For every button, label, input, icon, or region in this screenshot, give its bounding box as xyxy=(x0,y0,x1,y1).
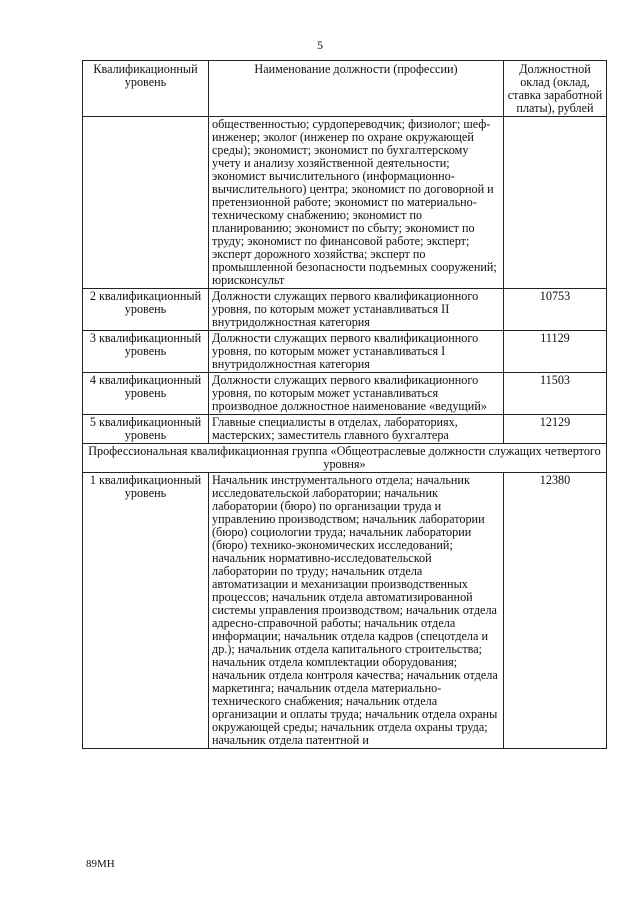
level-cell: 5 квалификационный уровень xyxy=(83,415,209,444)
salary-cell: 12129 xyxy=(504,415,607,444)
position-cell: Главные специалисты в отделах, лабораториях, мастерских; заместитель главного бухгалтера xyxy=(209,415,504,444)
table-row xyxy=(83,473,607,749)
table-row xyxy=(83,373,607,415)
salary-cell: 10753 xyxy=(504,289,607,331)
level-cell: 4 квалификационный уровень xyxy=(83,373,209,415)
position-cell: общественностью; сурдопереводчик; физиолог; шеф-инженер; эколог (инженер по охране окружающей среды); экономист; экономист по бухгалтерскому учету и анализу хозяйственной деятельности; экономист вычислительного (информационно-вычислительного) центра; экономист по договорной и претензионной работе; экономист по материально-техническому снабжению; экономист по планированию; экономист по сбыту; экономист по труду; экономист по финансовой работе; эксперт; эксперт дорожного хозяйства; эксперт по промышленной безопасности подъемных сооружений; юрисконсульт xyxy=(209,117,504,289)
level-cell: 2 квалификационный уровень xyxy=(83,289,209,331)
position-cell: Начальник инструментального отдела; начальник исследовательской лаборатории; начальник лаборатории (бюро) по организации труда и управлению производством; начальник лаборатории (бюро) социологии труда; начальник лаборатории (бюро) технико-экономических исследований; начальник нормативно-исследовательской лаборатории по труду; начальник отдела автоматизации и механизации производственных процессов; начальник отдела автоматизированной системы управления производством; начальник отдела адресно-справочной работы; начальник отдела информации; начальник отдела кадров (спецотдела и др.); начальник отдела капитального строительства; начальник отдела комплектации оборудования; начальник отдела контроля качества; начальник отдела маркетинга; начальник отдела материально-технического снабжения; начальник отдела организации и оплаты труда; начальник отдела охраны окружающей среды; начальник отдела охраны труда; начальник отдела патентной и xyxy=(209,473,504,749)
group-title-row xyxy=(83,444,607,473)
page-number: 5 xyxy=(317,38,323,52)
salary-cell: 12380 xyxy=(504,473,607,749)
level-cell: 1 квалификационный уровень xyxy=(83,473,209,749)
document-code: 89МН xyxy=(86,858,115,870)
position-cell: Должности служащих первого квалификационного уровня, по которым может устанавливаться I внутридолжностная категория xyxy=(209,331,504,373)
salary-cell xyxy=(504,117,607,289)
salary-cell: 11129 xyxy=(504,331,607,373)
table-row xyxy=(83,117,607,289)
table-row xyxy=(83,415,607,444)
table-row xyxy=(83,289,607,331)
table-row xyxy=(83,331,607,373)
header-position: Наименование должности (профессии) xyxy=(209,61,504,117)
salary-table xyxy=(82,60,607,749)
salary-cell: 11503 xyxy=(504,373,607,415)
position-cell: Должности служащих первого квалификационного уровня, по которым может устанавливаться II внутридолжностная категория xyxy=(209,289,504,331)
header-level: Квалификационный уровень xyxy=(83,61,209,117)
level-cell xyxy=(83,117,209,289)
position-cell: Должности служащих первого квалификационного уровня, по которым может устанавливаться производное должностное наименование «ведущий» xyxy=(209,373,504,415)
level-cell: 3 квалификационный уровень xyxy=(83,331,209,373)
table-header-row xyxy=(83,61,607,117)
group-title: Профессиональная квалификационная группа «Общеотраслевые должности служащих четвертого уровня» xyxy=(83,444,607,473)
header-salary: Должностной оклад (оклад, ставка заработной платы), рублей xyxy=(504,61,607,117)
